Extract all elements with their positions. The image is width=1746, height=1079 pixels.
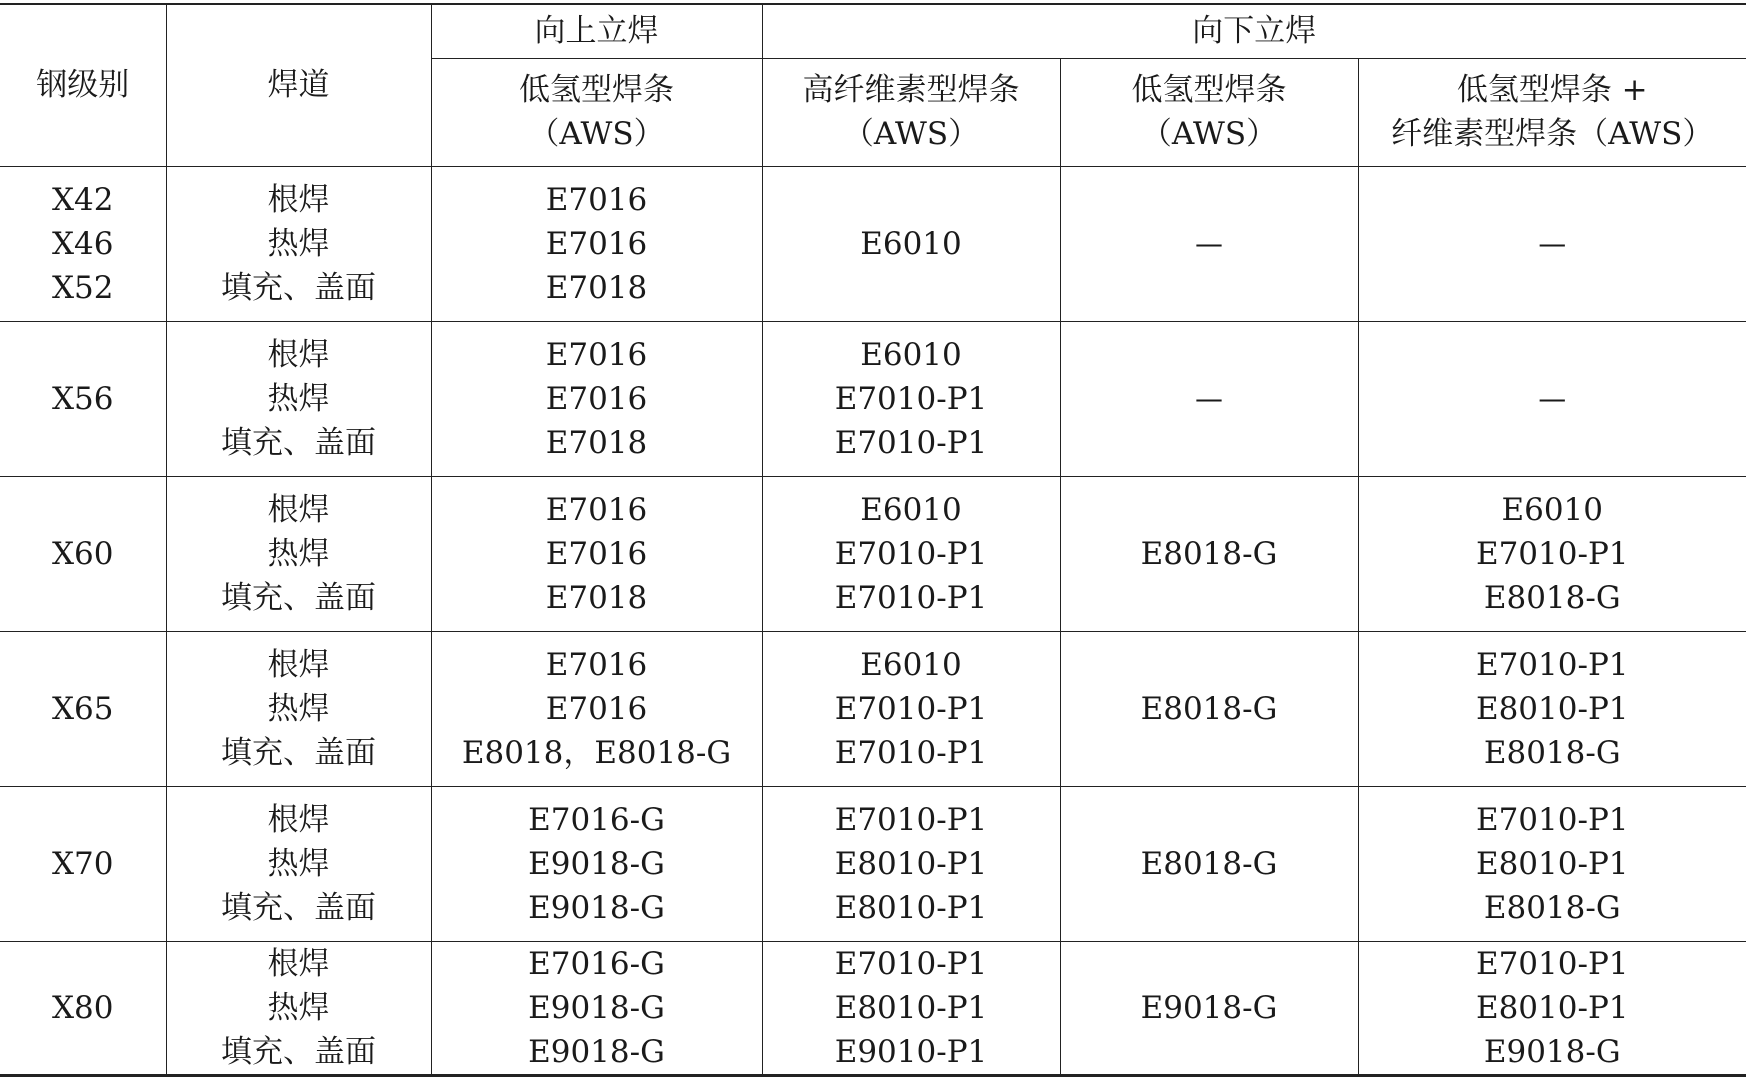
cell-line: E7010-P1 bbox=[1475, 945, 1629, 982]
cell-line: X46 bbox=[51, 225, 114, 262]
cell-line: E9018-G bbox=[1483, 1033, 1621, 1070]
uphill-low-hydrogen-cell bbox=[431, 631, 762, 786]
cell-line: 填充、盖面 bbox=[221, 889, 376, 926]
cell-line: 热焊 bbox=[267, 845, 330, 882]
cell-line: X56 bbox=[51, 380, 114, 417]
header-steel-grade: 钢级别 bbox=[0, 4, 166, 166]
steel-grade-cell bbox=[0, 476, 166, 631]
header-line: 低氢型焊条 bbox=[519, 72, 674, 108]
uphill-low-hydrogen-cell bbox=[431, 786, 762, 941]
cell-line: X80 bbox=[51, 989, 114, 1026]
weld-pass-cell bbox=[166, 166, 431, 321]
cell-line: E9018-G bbox=[528, 1033, 665, 1070]
cell-line: 热焊 bbox=[267, 380, 330, 417]
cell-line: E7016 bbox=[545, 380, 648, 417]
downhill-combo-cell bbox=[1358, 786, 1746, 941]
downhill-low-hydrogen-cell bbox=[1060, 941, 1358, 1075]
cell-line: E7016 bbox=[545, 225, 648, 262]
downhill-low-hydrogen-cell bbox=[1060, 321, 1358, 476]
cell-line: E7016-G bbox=[528, 945, 665, 982]
header-uphill-low-hydrogen bbox=[431, 58, 762, 166]
table-row bbox=[0, 166, 1746, 321]
uphill-low-hydrogen-cell bbox=[431, 941, 762, 1075]
cell-line: E8018-G bbox=[1140, 535, 1278, 572]
cell-line: E8018-G bbox=[1140, 690, 1278, 727]
cell-line: E7016 bbox=[545, 181, 648, 218]
header-line: 低氢型焊条 + bbox=[1456, 72, 1648, 108]
weld-pass-cell bbox=[166, 786, 431, 941]
cell-line: E7010-P1 bbox=[834, 801, 988, 838]
cell-line: 热焊 bbox=[267, 690, 330, 727]
cell-line: 填充、盖面 bbox=[221, 1033, 376, 1070]
header-line: 低氢型焊条 bbox=[1131, 72, 1287, 108]
steel-grade-cell bbox=[0, 321, 166, 476]
cell-line: 根焊 bbox=[267, 491, 330, 528]
header-line: 高纤维素型焊条 bbox=[802, 72, 1020, 108]
downhill-combo-cell bbox=[1358, 631, 1746, 786]
cell-line: 填充、盖面 bbox=[221, 269, 376, 306]
cell-line: E7016 bbox=[545, 690, 648, 727]
cell-line: X52 bbox=[51, 269, 114, 306]
steel-grade-cell bbox=[0, 166, 166, 321]
header-downhill-combo bbox=[1358, 58, 1746, 166]
table-row bbox=[0, 321, 1746, 476]
weld-pass-cell bbox=[166, 321, 431, 476]
header-downhill-cellulose bbox=[762, 58, 1060, 166]
downhill-cellulose-cell bbox=[762, 631, 1060, 786]
cell-line: E7010-P1 bbox=[834, 734, 988, 771]
cell-line: E7010-P1 bbox=[834, 380, 988, 417]
weld-pass-cell bbox=[166, 941, 431, 1075]
weld-pass-cell bbox=[166, 631, 431, 786]
table-row bbox=[0, 476, 1746, 631]
steel-grade-cell bbox=[0, 631, 166, 786]
cell-line: X42 bbox=[51, 181, 114, 218]
cell-line: E7016 bbox=[545, 336, 648, 373]
header-weld-pass: 焊道 bbox=[166, 4, 431, 166]
downhill-cellulose-cell bbox=[762, 941, 1060, 1075]
downhill-cellulose-cell bbox=[762, 476, 1060, 631]
cell-line: E7010-P1 bbox=[834, 579, 988, 616]
cell-line: E7010-P1 bbox=[1475, 535, 1629, 572]
cell-line: E6010 bbox=[1501, 491, 1604, 528]
table-row bbox=[0, 941, 1746, 1075]
cell-line: E6010 bbox=[860, 646, 962, 683]
cell-line: E7016 bbox=[545, 491, 648, 528]
cell-line: 热焊 bbox=[267, 225, 330, 262]
cell-line: E7016 bbox=[545, 535, 648, 572]
electrode-selection-table bbox=[0, 3, 1746, 1077]
cell-line: E9018-G bbox=[528, 845, 665, 882]
header-line: 纤维素型焊条（AWS） bbox=[1391, 116, 1714, 152]
uphill-low-hydrogen-cell bbox=[431, 321, 762, 476]
cell-line: E7016-G bbox=[528, 801, 665, 838]
cell-line: 填充、盖面 bbox=[221, 734, 376, 771]
header-line: （AWS） bbox=[842, 116, 980, 152]
table-row bbox=[0, 786, 1746, 941]
cell-line: 根焊 bbox=[267, 945, 330, 982]
cell-line: E7010-P1 bbox=[834, 690, 988, 727]
uphill-low-hydrogen-cell bbox=[431, 476, 762, 631]
cell-line: — bbox=[1538, 226, 1567, 260]
cell-line: E8010-P1 bbox=[834, 989, 988, 1026]
cell-line: E6010 bbox=[860, 491, 962, 528]
cell-line: 填充、盖面 bbox=[221, 579, 376, 616]
header-downhill-low-hydrogen bbox=[1060, 58, 1358, 166]
downhill-combo-cell bbox=[1358, 321, 1746, 476]
header-downhill-group: 向下立焊 bbox=[762, 4, 1746, 58]
table-row bbox=[0, 631, 1746, 786]
cell-line: E8010-P1 bbox=[834, 889, 988, 926]
downhill-low-hydrogen-cell bbox=[1060, 786, 1358, 941]
uphill-low-hydrogen-cell bbox=[431, 166, 762, 321]
downhill-cellulose-cell bbox=[762, 786, 1060, 941]
cell-line: — bbox=[1195, 381, 1223, 415]
downhill-low-hydrogen-cell bbox=[1060, 476, 1358, 631]
cell-line: E9018-G bbox=[528, 889, 665, 926]
weld-pass-cell bbox=[166, 476, 431, 631]
cell-line: E8010-P1 bbox=[1475, 989, 1629, 1026]
cell-line: E7010-P1 bbox=[1475, 646, 1629, 683]
cell-line: E7018 bbox=[545, 579, 648, 616]
table-body bbox=[0, 166, 1746, 1075]
cell-line: E6010 bbox=[860, 225, 962, 262]
cell-line: E7018 bbox=[545, 424, 648, 461]
cell-line: E7018 bbox=[545, 269, 648, 306]
cell-line: 热焊 bbox=[267, 989, 330, 1026]
downhill-combo-cell bbox=[1358, 166, 1746, 321]
steel-grade-cell bbox=[0, 786, 166, 941]
cell-line: 填充、盖面 bbox=[221, 424, 376, 461]
cell-line: E8018-G bbox=[1140, 845, 1278, 882]
cell-line: — bbox=[1195, 226, 1223, 260]
downhill-low-hydrogen-cell bbox=[1060, 166, 1358, 321]
cell-line: E7010-P1 bbox=[834, 424, 988, 461]
cell-line: E8018-G bbox=[1483, 734, 1621, 771]
downhill-combo-cell bbox=[1358, 941, 1746, 1075]
cell-line: E6010 bbox=[860, 336, 962, 373]
downhill-combo-cell bbox=[1358, 476, 1746, 631]
header-uphill-group: 向上立焊 bbox=[431, 4, 762, 58]
cell-line: E9018-G bbox=[528, 989, 665, 1026]
cell-line: X65 bbox=[51, 690, 114, 727]
cell-line: 热焊 bbox=[267, 535, 330, 572]
cell-line: E7016 bbox=[545, 646, 648, 683]
steel-grade-cell bbox=[0, 941, 166, 1075]
cell-line: E7010-P1 bbox=[1475, 801, 1629, 838]
cell-line: E8018，E8018-G bbox=[461, 734, 732, 771]
cell-line: 根焊 bbox=[267, 336, 330, 373]
cell-line: 根焊 bbox=[267, 801, 330, 838]
cell-line: E7010-P1 bbox=[834, 945, 988, 982]
cell-line: E7010-P1 bbox=[834, 535, 988, 572]
cell-line: — bbox=[1538, 381, 1567, 415]
cell-line: E8010-P1 bbox=[834, 845, 988, 882]
cell-line: E9018-G bbox=[1140, 989, 1278, 1026]
cell-line: E8018-G bbox=[1483, 889, 1621, 926]
cell-line: 根焊 bbox=[267, 181, 330, 218]
cell-line: X60 bbox=[51, 535, 114, 572]
header-line: （AWS） bbox=[528, 116, 665, 152]
cell-line: 根焊 bbox=[267, 646, 330, 683]
downhill-cellulose-cell bbox=[762, 166, 1060, 321]
cell-line: X70 bbox=[51, 845, 114, 882]
cell-line: E8010-P1 bbox=[1475, 845, 1629, 882]
cell-line: E9010-P1 bbox=[834, 1033, 988, 1070]
cell-line: E8018-G bbox=[1483, 579, 1621, 616]
header-line: （AWS） bbox=[1140, 116, 1278, 152]
downhill-low-hydrogen-cell bbox=[1060, 631, 1358, 786]
downhill-cellulose-cell bbox=[762, 321, 1060, 476]
header-row-1 bbox=[0, 4, 1746, 58]
cell-line: E8010-P1 bbox=[1475, 690, 1629, 727]
